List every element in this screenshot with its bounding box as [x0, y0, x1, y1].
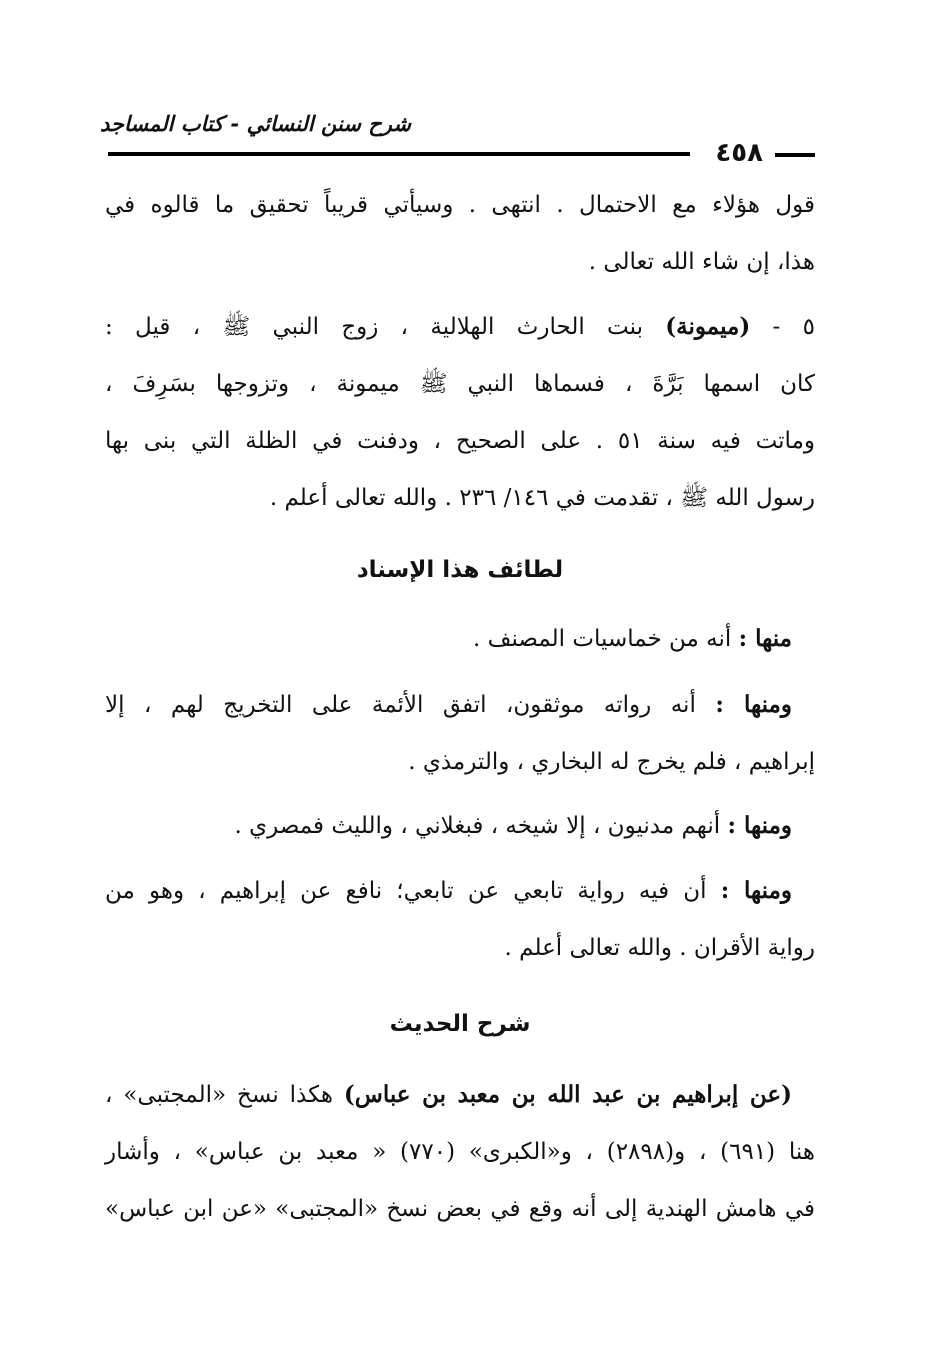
- text-fragment: بنت الحارث الهلالية ، زوج النبي ﷺ ، قيل :: [105, 314, 643, 340]
- narrator-name: (ميمونة): [665, 313, 751, 340]
- item-number: ٥ -: [772, 314, 815, 340]
- running-header-title: شرح سنن النسائي - كتاب المساجد: [100, 112, 411, 136]
- sharh-paragraph: [105, 1066, 815, 1238]
- page-number: ٤٥٨: [715, 138, 763, 168]
- text-line: كان اسمها بَرَّةَ ، فسماها النبي ﷺ ميمونة ، وتزوجها بسَرِفَ ،: [105, 371, 815, 397]
- text-line: رسول الله ﷺ ، تقدمت في ١٤٦/ ٢٣٦ . والله تعالى أعلم .: [269, 485, 815, 511]
- text-fragment: أنهم مدنيون ، إلا شيخه ، فبغلاني ، والليث فمصري .: [234, 813, 721, 839]
- section-heading-sharh: شرح الحديث: [389, 1011, 531, 1037]
- text-fragment: أن فيه رواية تابعي عن تابعي؛ نافع عن إبراهيم ، وهو من: [105, 878, 707, 904]
- section-heading-lataif: لطائف هذا الإسناد: [356, 557, 564, 583]
- text-line: [105, 298, 815, 356]
- text-line: هنا (٦٩١) ، و(٢٨٩٨) ، و«الكبرى» (٧٧٠) « معبد بن عباس» ، وأشار: [105, 1139, 815, 1165]
- text-line: [105, 862, 815, 920]
- lataif-item: [105, 797, 815, 855]
- text-line: [105, 676, 815, 734]
- text-line: رواية الأقران . والله تعالى أعلم .: [504, 935, 815, 961]
- header-rule: [108, 152, 690, 156]
- text-fragment: هكذا نسخ «المجتبى» ،: [105, 1082, 333, 1108]
- item-label: ومنها :: [720, 877, 793, 904]
- quoted-chain: (عن إبراهيم بن عبد الله بن معبد بن عباس): [343, 1081, 793, 1108]
- text-fragment: أنه رواته موثقون، اتفق الأئمة على التخريج لهم ، إلا: [105, 692, 696, 718]
- text-line: [105, 797, 815, 855]
- text-fragment: أنه من خماسيات المصنف .: [473, 626, 732, 652]
- item-label: منها :: [738, 625, 792, 652]
- text-line: قول هؤلاء مع الاحتمال . انتهى . وسيأتي قريباً تحقيق ما قالوه في: [105, 192, 815, 218]
- item-label: ومنها :: [715, 691, 792, 718]
- text-line: [105, 1066, 815, 1124]
- text-line: [105, 610, 815, 668]
- text-line: هذا، إن شاء الله تعالى .: [588, 249, 815, 275]
- lataif-item: [105, 610, 815, 668]
- intro-paragraph: [105, 177, 815, 291]
- maymuna-paragraph: [105, 298, 815, 527]
- text-line: وماتت فيه سنة ٥١ . على الصحيح ، ودفنت في الظلة التي بنى بها: [105, 428, 815, 454]
- running-header: [100, 112, 815, 168]
- item-label: ومنها :: [727, 812, 792, 839]
- text-line: في هامش الهندية إلى أنه وقع في بعض نسخ «المجتبى» «عن ابن عباس»: [105, 1196, 815, 1222]
- text-line: إبراهيم ، فلم يخرج له البخاري ، والترمذي .: [408, 749, 815, 775]
- lataif-item: [105, 676, 815, 791]
- lataif-item: [105, 862, 815, 977]
- page-number-dash: [775, 153, 815, 157]
